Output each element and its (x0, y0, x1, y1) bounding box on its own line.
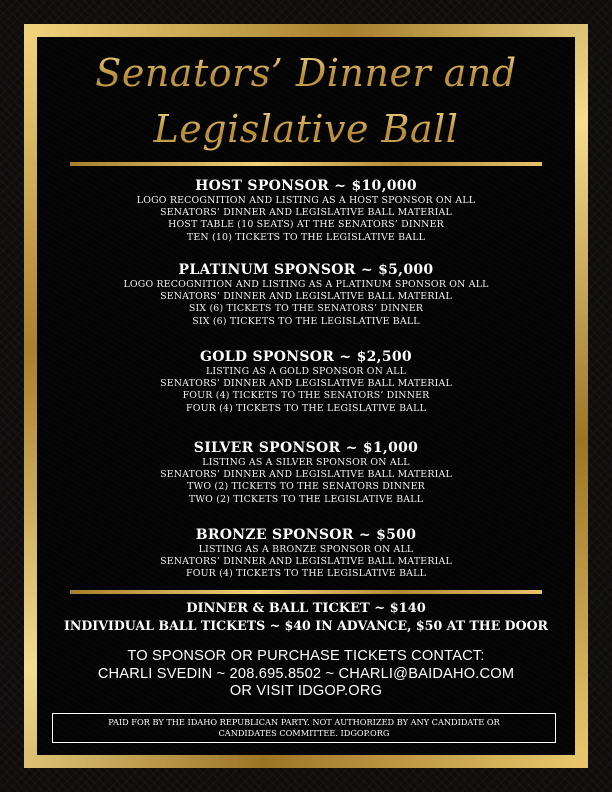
tier-benefit-line: HOST TABLE (10 SEATS) AT THE SENATORS’ DINNER (168, 219, 444, 231)
website-line: OR VISIT IDGOP.ORG (229, 683, 383, 699)
tier-benefit-line: FOUR (4) TICKETS TO THE LEGISLATIVE BALL (185, 568, 427, 580)
contact-heading: TO SPONSOR OR PURCHASE TICKETS CONTACT: (127, 648, 485, 664)
event-title-line-2: Legislative Ball (37, 106, 575, 152)
gold-divider-top (70, 162, 542, 166)
tier-heading: BRONZE SPONSOR ~ $500 (195, 527, 417, 543)
tier-benefit-line: LISTING AS A SILVER SPONSOR ON ALL (202, 457, 410, 468)
sponsor-tier-host (37, 178, 575, 244)
tier-benefit-line: TEN (10) TICKETS TO THE LEGISLATIVE BALL (186, 231, 426, 243)
contact-info (37, 648, 575, 701)
tier-benefit-line: SENATORS’ DINNER AND LEGISLATIVE BALL MATERIAL (160, 378, 452, 390)
tier-benefit-line: SENATORS’ DINNER AND LEGISLATIVE BALL MATERIAL (160, 556, 452, 568)
tier-benefit-line: LISTING AS A BRONZE SPONSOR ON ALL (198, 544, 414, 555)
gold-divider-bottom (70, 590, 542, 594)
disclaimer-line-2: CANDIDATES COMMITTEE. IDGOP.ORG (218, 728, 390, 738)
paid-for-disclaimer-box (52, 713, 556, 743)
sponsor-tier-bronze (37, 527, 575, 581)
sponsor-tier-silver (37, 440, 575, 506)
sponsor-tier-gold (37, 349, 575, 415)
tier-benefit-line: SENATORS’ DINNER AND LEGISLATIVE BALL MATERIAL (160, 207, 452, 219)
tier-benefit-line: LOGO RECOGNITION AND LISTING AS A PLATINUM SPONSOR ON ALL (123, 279, 489, 290)
tier-heading: GOLD SPONSOR ~ $2,500 (200, 349, 412, 365)
dinner-ball-ticket-price: DINNER & BALL TICKET ~ $140 (186, 601, 426, 616)
individual-ball-ticket-price: INDIVIDUAL BALL TICKETS ~ $40 IN ADVANCE, $50 AT THE DOOR (63, 618, 549, 633)
tier-benefit-line: TWO (2) TICKETS TO THE LEGISLATIVE BALL (188, 493, 424, 505)
tier-benefit-line: LISTING AS A GOLD SPONSOR ON ALL (205, 366, 407, 377)
disclaimer-line-1: PAID FOR BY THE IDAHO REPUBLICAN PARTY. NOT AUTHORIZED BY ANY CANDIDATE OR (108, 717, 500, 727)
tier-benefit-line: SIX (6) TICKETS TO THE SENATORS’ DINNER (188, 303, 424, 315)
tier-benefit-line: SIX (6) TICKETS TO THE LEGISLATIVE BALL (192, 315, 420, 327)
tier-benefit-line: FOUR (4) TICKETS TO THE LEGISLATIVE BALL (185, 402, 427, 414)
tier-benefit-line: SENATORS’ DINNER AND LEGISLATIVE BALL MATERIAL (160, 291, 452, 303)
tier-benefit-line: LOGO RECOGNITION AND LISTING AS A HOST SPONSOR ON ALL (136, 195, 476, 206)
tier-benefit-line: SENATORS’ DINNER AND LEGISLATIVE BALL MATERIAL (160, 469, 452, 481)
contact-person-line: CHARLI SVEDIN ~ 208.695.8502 ~ CHARLI@BAIDAHO.COM (97, 665, 515, 682)
ticket-pricing (37, 600, 575, 635)
event-title-line-1: Senators’ Dinner and (37, 50, 575, 96)
tier-benefit-line: FOUR (4) TICKETS TO THE SENATORS’ DINNER (182, 390, 430, 402)
tier-benefit-line: TWO (2) TICKETS TO THE SENATORS DINNER (187, 481, 425, 493)
tier-heading: SILVER SPONSOR ~ $1,000 (193, 440, 419, 456)
tier-heading: PLATINUM SPONSOR ~ $5,000 (178, 262, 434, 278)
tier-heading: HOST SPONSOR ~ $10,000 (195, 178, 417, 194)
sponsor-tier-platinum (37, 262, 575, 328)
